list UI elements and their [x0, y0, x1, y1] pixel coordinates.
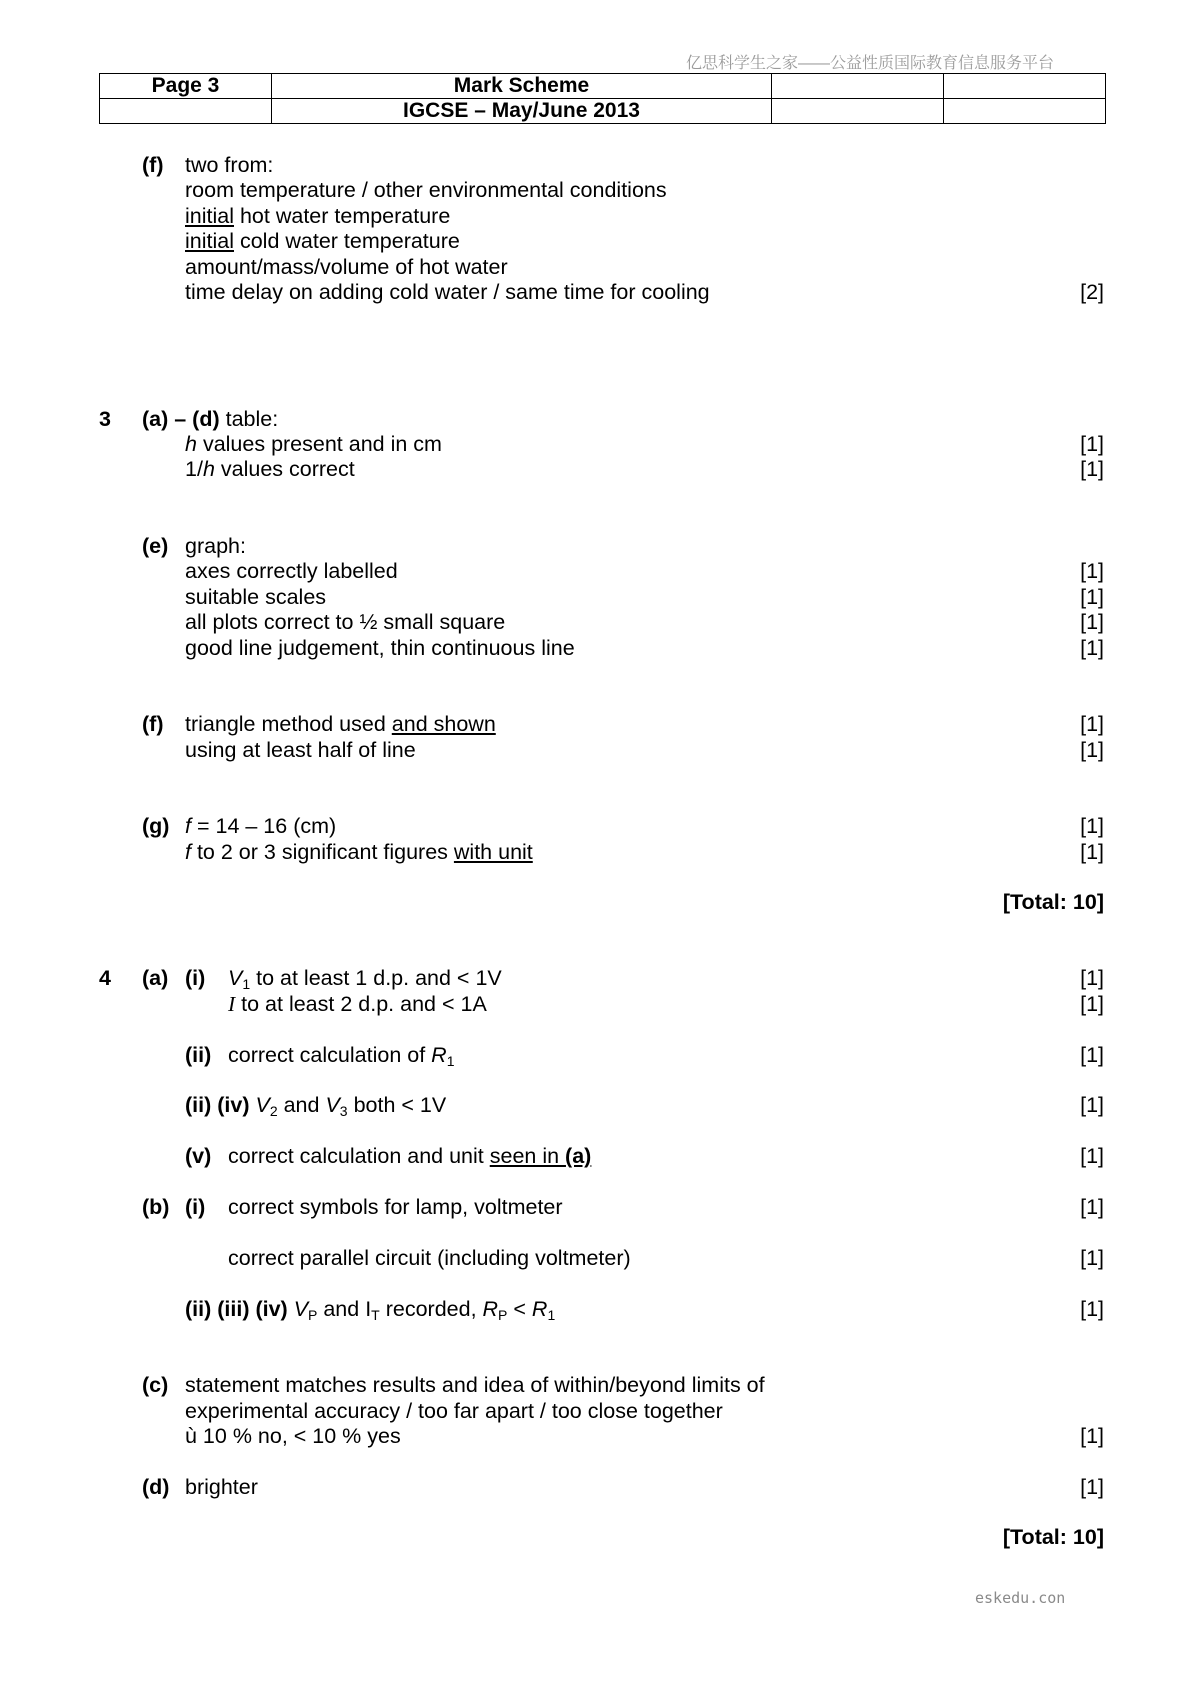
header-empty-cell [772, 74, 944, 99]
mark: [1] [1080, 457, 1104, 481]
q3-line: triangle method used and shown [185, 712, 496, 736]
q4-d-label: (d) [142, 1475, 170, 1499]
q2f-line: initial hot water temperature [185, 204, 451, 228]
mark: [1] [1080, 738, 1104, 762]
q2f-intro: two from: [185, 153, 274, 177]
header-page: Page 3 [100, 74, 272, 99]
q4-aii-label: (ii) [185, 1043, 212, 1067]
header-empty-cell [772, 99, 944, 124]
q3-e-intro: graph: [185, 534, 246, 558]
mark: [1] [1080, 1424, 1104, 1448]
mark: [1] [1080, 432, 1104, 456]
header-title: Mark Scheme [272, 74, 772, 99]
q3-line: using at least half of line [185, 738, 416, 762]
mark: [1] [1080, 992, 1104, 1016]
q3-line: f to 2 or 3 significant figures with unit [185, 840, 533, 864]
mark: [1] [1080, 1144, 1104, 1168]
q3-line: good line judgement, thin continuous line [185, 636, 575, 660]
mark: [1] [1080, 966, 1104, 990]
q3-ad-heading: (a) – (d) table: [142, 407, 279, 431]
watermark-top: 亿思科学生之家——公益性质国际教育信息服务平台 [686, 55, 1055, 72]
mark: [1] [1080, 1297, 1104, 1321]
q4-line: (ii) (iii) (iv) $V_P$ and $I_T$ recorded, $R_P < R_1$ [185, 1297, 556, 1323]
q3-line: f = 14 – 16 (cm) [185, 814, 337, 838]
q2f-line: time delay on adding cold water / same time for cooling [185, 280, 710, 304]
q4-line: (ii) (iv) $V_2$ and $V_3$ both < 1V [185, 1093, 447, 1119]
q4-line: correct symbols for lamp, voltmeter [228, 1195, 563, 1219]
mark: [1] [1080, 1195, 1104, 1219]
q4-line: I to at least 2 d.p. and < 1A [228, 992, 487, 1016]
q2f-line: initial cold water temperature [185, 229, 460, 253]
q3-line: suitable scales [185, 585, 327, 609]
q2f-line: room temperature / other environmental conditions [185, 178, 667, 202]
q3-line: 1/h values correct [185, 457, 355, 481]
q3-g-label: (g) [142, 814, 170, 838]
mark: [1] [1080, 1043, 1104, 1067]
mark: [1] [1080, 840, 1104, 864]
q3-line: all plots correct to ½ small square [185, 610, 506, 634]
q4-c-label: (c) [142, 1373, 169, 1397]
mark: [1] [1080, 1475, 1104, 1499]
total: [Total: 10] [1002, 1525, 1104, 1549]
mark: [2] [1080, 280, 1104, 304]
header-table [99, 73, 1106, 124]
header-subtitle: IGCSE – May/June 2013 [272, 99, 772, 124]
total: [Total: 10] [1002, 890, 1104, 914]
header-empty-cell [100, 99, 272, 124]
mark: [1] [1080, 1093, 1104, 1117]
q4-line: $V_1$ to at least 1 d.p. and < 1V [228, 966, 502, 992]
q4-line: statement matches results and idea of within/beyond limits of [185, 1373, 765, 1397]
mark: [1] [1080, 1246, 1104, 1270]
q3-f-label: (f) [142, 712, 164, 736]
mark: [1] [1080, 636, 1104, 660]
question-number: 3 [99, 407, 111, 431]
q3-e-label: (e) [142, 534, 169, 558]
header-empty-cell [944, 74, 1106, 99]
q2f-label: (f) [142, 153, 164, 177]
q3-line: axes correctly labelled [185, 559, 398, 583]
header-empty-cell [944, 99, 1106, 124]
q4-ai-label: (i) [185, 966, 206, 990]
question-number: 4 [99, 966, 111, 990]
mark: [1] [1080, 814, 1104, 838]
q4-line: ù 10 % no, < 10 % yes [185, 1424, 401, 1448]
q4-line: correct calculation of $R_1$ [228, 1043, 455, 1069]
q4-av-label: (v) [185, 1144, 212, 1168]
mark: [1] [1080, 585, 1104, 609]
q2f-line: amount/mass/volume of hot water [185, 255, 508, 279]
q4-line: experimental accuracy / too far apart / too close together [185, 1399, 723, 1423]
q4-bi-label: (i) [185, 1195, 206, 1219]
q4-line: brighter [185, 1475, 258, 1499]
mark: [1] [1080, 559, 1104, 583]
mark: [1] [1080, 712, 1104, 736]
q4-a-label: (a) [142, 966, 169, 990]
q4-line: correct parallel circuit (including voltmeter) [228, 1246, 631, 1270]
watermark-bottom: eskedu.con [975, 1589, 1066, 1607]
q4-b-label: (b) [142, 1195, 170, 1219]
q4-line: correct calculation and unit seen in (a) [228, 1144, 592, 1168]
mark: [1] [1080, 610, 1104, 634]
q3-line: h values present and in cm [185, 432, 442, 456]
